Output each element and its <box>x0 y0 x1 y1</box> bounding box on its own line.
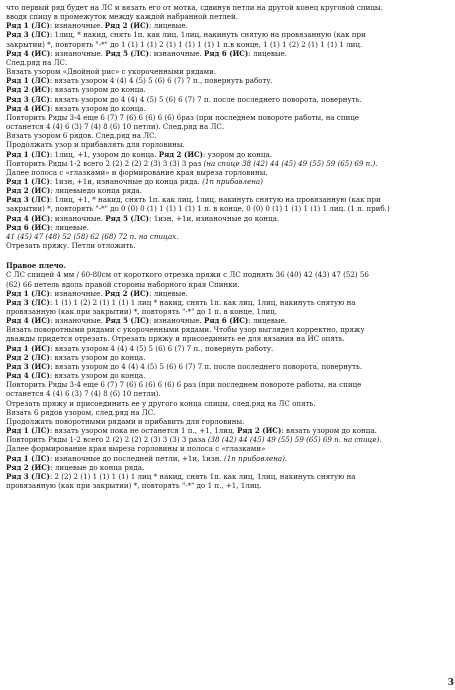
text-segment: : вязать узором до конца. <box>49 352 146 362</box>
row-label: Ряд 3 (ЛС) <box>6 471 50 481</box>
row-label: Ряд 1 (ЛС) <box>6 76 50 86</box>
text-segment: : изнаночные. <box>50 316 106 326</box>
text-segment: закрытии) *, повторять "-*" до 0 (0) 0 (1) 1 (1) 1 (1) 1 п. в конце, 0 (0) 0 (1) 1 (1) 1 (1) 1 лиц. (1 п. приб.) <box>6 204 390 214</box>
text-line <box>6 76 446 85</box>
row-label: Ряд 4 (ИС) <box>6 48 51 58</box>
text-segment: : лицевые. <box>149 21 188 31</box>
text-line <box>6 417 446 426</box>
text-line <box>6 85 446 94</box>
text-line <box>6 195 446 204</box>
text-line <box>6 399 446 408</box>
text-line <box>6 353 446 362</box>
text-line <box>6 159 446 168</box>
text-segment: : вязать узором до конца. <box>50 85 146 95</box>
text-segment: : вязать узором до 4 (4) 4 (5) 5 (6) 6 (7) 7 п. после последнего поворота, повернуть. <box>50 361 363 371</box>
text-segment: Вязать узором 6 рядов. След.ряд на ЛС. <box>6 131 157 141</box>
row-label: Ряд 6 (ИС) <box>204 316 249 326</box>
row-label: Ряд 1 (ИС) <box>6 343 51 353</box>
text-segment: С ЛС спицей 4 мм / 60-80см от короткого отрезка пряжи с ЛС поднять 36 (40) 42 (43) 47 (52) 56 <box>6 270 369 280</box>
text-segment: : вязать узором до конца. <box>49 371 146 381</box>
text-segment: : 1лиц, +1, узором до конца. <box>49 149 159 159</box>
row-label: Ряд 1 (ЛС) <box>6 288 50 298</box>
text-segment: . <box>375 158 378 168</box>
text-segment: вводя спицу в промежуток между каждой набранной петлей. <box>6 12 238 22</box>
text-line <box>6 444 446 453</box>
text-segment: : изнаночные. <box>50 213 106 223</box>
text-line <box>6 481 446 490</box>
text-line <box>6 186 446 195</box>
text-line <box>6 232 446 241</box>
text-segment: Отрезать пряжу и присоединить ее у другого конца спицы, след.ряд на ЛС опять. <box>6 398 316 408</box>
text-segment: . <box>379 435 382 445</box>
text-segment: : вязать узором до 4 (4) 4 (5) 5 (6) 6 (7) 7 п. после последнего поворота, повернуть. <box>49 94 362 104</box>
text-line <box>6 289 446 298</box>
text-line <box>6 214 446 223</box>
text-line <box>6 408 446 417</box>
row-label: Ряд 3 (ЛС) <box>6 195 50 205</box>
text-segment: дважды придется отрезать. Отрезать пряжу и присоединить ее для вязания на ИС опять. <box>6 334 345 344</box>
row-label: Ряд 2 (ИС) <box>6 85 51 95</box>
row-label: Ряд 1 (ЛС) <box>6 149 50 159</box>
text-line <box>6 316 446 325</box>
text-segment: : 2 (2) 2 (1) 1 (1) 1 (1) 1 лиц * накид, снять 1п. как лиц, 1лиц, накинуть снятую на <box>49 471 356 481</box>
text-segment: : изнаночные. <box>49 288 105 298</box>
stitch-count-note: (1п прибавлена). <box>224 453 288 463</box>
text-segment: Далее формирование края выреза горловины и полоса с «глазками» <box>6 444 266 454</box>
row-label: Ряд 2 (ИС) <box>158 149 204 159</box>
text-line <box>6 325 446 334</box>
text-segment: Повторить Ряды 1-2 всего 2 (2) 2 (2) 2 (3) 3 (3) 3 раза <box>6 435 208 445</box>
text-segment: Повторить Ряды 3-4 еще 6 (7) 7 (6) 6 (6) 6 (6) 6раз (при последнем повороте работы, на спице <box>6 112 360 122</box>
row-label: Правое плечо. <box>6 261 66 271</box>
row-label: Ряд 1 (ЛС) <box>6 453 50 463</box>
row-label: Ряд 2 (ИС) <box>6 462 51 472</box>
row-label: Ряд 5 (ЛС) <box>105 48 150 58</box>
text-line <box>6 168 446 177</box>
text-line <box>6 177 446 186</box>
text-segment: : лицевые. <box>248 316 288 326</box>
text-segment: : 1изн, +1и, изнаночные до конца. <box>149 213 280 223</box>
text-line <box>6 113 446 122</box>
row-label: Ряд 3 (ЛС) <box>6 30 50 40</box>
text-segment: : изнаночные. <box>149 48 205 58</box>
text-line <box>6 435 446 444</box>
row-label: Ряд 4 (ИС) <box>6 316 51 326</box>
text-segment: : изнаночные. <box>50 48 106 58</box>
text-segment: : узором до конца. <box>203 149 272 159</box>
text-line <box>6 463 446 472</box>
text-segment: Отрезать пряжу. Петли отложить. <box>6 241 136 251</box>
text-line <box>6 223 446 232</box>
text-segment: провязанную (как при закрытии) *, повторять "-*" до 1 п., +1, 1лиц. <box>6 480 262 490</box>
text-line <box>6 334 446 343</box>
text-segment: : 1 (1) 1 (2) 2 (1) 1 (1) 1 лиц * накид, снять 1п. как лиц, 1лиц, накинуть снятую на <box>49 297 356 307</box>
text-segment: : вязать узором до конца. <box>281 426 377 436</box>
text-line <box>6 95 446 104</box>
text-line <box>6 140 446 149</box>
row-label: Ряд 5 (ЛС) <box>105 316 150 326</box>
row-label: Ряд 2 (ЛС) <box>6 352 50 362</box>
text-segment: Продолжать поворотными рядами и прибавить для горловины. <box>6 416 245 426</box>
text-line <box>6 58 446 67</box>
text-segment: : вязать узором до конца. <box>50 103 146 113</box>
row-label: Ряд 1 (ЛС) <box>6 426 50 436</box>
text-line <box>6 21 446 30</box>
text-line <box>6 362 446 371</box>
text-segment: останется 4 (4) 6 (3) 7 (4) 8 (6) 10 петли). <box>6 389 161 399</box>
text-line <box>6 3 446 12</box>
text-line <box>6 307 446 316</box>
text-line <box>6 40 446 49</box>
text-segment: : 1лиц, * накид, снять 1п. как лиц, 1лиц, накинуть снятую на провязанную (как при <box>49 30 366 40</box>
text-segment: : вязать узором 4 (4) 4 (5) 5 (6) 6 (7) 7 п., повернуть работу. <box>49 76 273 86</box>
text-line <box>6 204 446 213</box>
row-label: Ряд 5 (ЛС) <box>105 213 150 223</box>
text-segment: Вязать поворотными рядами с укороченными рядами. Чтобы узор выглядел корректно, пряжу <box>6 325 365 335</box>
text-line <box>6 344 446 353</box>
stitch-count-note: (на спице 38 (42) 44 (45) 49 (55) 59 (65) 69 п.) <box>203 158 376 168</box>
text-line <box>6 150 446 159</box>
text-line <box>6 104 446 113</box>
text-segment: провязанную (как при закрытии) *, повторять "-*" до 1 п. в конце, 1лиц. <box>6 307 278 316</box>
text-segment: Далее полоса с «глазками» и формирование края выреза горловины. <box>6 167 268 177</box>
text-line <box>6 472 446 481</box>
row-label: Ряд 1 (ЛС) <box>6 176 50 186</box>
text-segment: : лицевые. <box>149 288 188 298</box>
text-line <box>6 380 446 389</box>
text-segment: : лицевые до конца ряда. <box>50 462 145 472</box>
text-line <box>6 261 446 270</box>
text-line <box>6 298 446 307</box>
text-segment: что первый ряд будет на ЛС и вязать его от мотка, сдвинув петли на другой конец круговой спицы. <box>6 3 383 12</box>
stitch-count-note: (38 (42) 44 (45) 49 (55) 59 (65) 69 п. на спице) <box>207 435 380 445</box>
text-segment: : лицевые. <box>248 48 288 58</box>
text-segment: : вязать узором пока не останется 1 п., +1, 1лиц. <box>49 426 238 436</box>
page-number: 3 <box>447 677 454 688</box>
text-line <box>6 67 446 76</box>
text-line <box>6 454 446 463</box>
text-segment: Вязать 6 рядов узором, след.ряд на ЛС. <box>6 407 156 417</box>
row-label: Ряд 3 (ИС) <box>6 361 51 371</box>
blank-line <box>6 250 446 261</box>
row-label: Ряд 4 (ЛС) <box>6 371 50 381</box>
row-label: Ряд 2 (ИС) <box>104 21 150 31</box>
row-label: Ряд 3 (ЛС) <box>6 297 50 307</box>
row-label: Ряд 4 (ИС) <box>6 103 51 113</box>
row-label: Ряд 2 (ИС) <box>237 426 282 436</box>
row-label: Ряд 2 (ИС) <box>6 186 51 196</box>
text-segment: : 1лиц, +1, * накид, снять 1п. как лиц, 1лиц, накинуть снятую на провязанную (как при <box>49 195 381 205</box>
text-segment: : изнаночные. <box>49 21 105 31</box>
text-line <box>6 12 446 21</box>
text-segment: : 1изн, +1и, изнаночные до конца ряда. <box>49 176 203 186</box>
stitch-count-note: 41 (45) 47 (48) 52 (58) 62 (68) 72 п. на спицах. <box>6 231 179 241</box>
text-line <box>6 49 446 58</box>
row-label: Ряд 1 (ЛС) <box>6 21 50 31</box>
text-line <box>6 280 446 289</box>
row-label: Ряд 2 (ИС) <box>104 288 150 298</box>
text-line <box>6 426 446 435</box>
text-segment: закрытии) *, повторять "-*" до 1 (1) 1 (1) 2 (1) 1 (1) 1 (1) 1 п.в конце, 1 (1) 1 (2) 2 (1) 1 (1) 1 лиц. <box>6 39 363 49</box>
row-label: Ряд 4 (ИС) <box>6 213 51 223</box>
row-label: Ряд 6 (ИС) <box>204 48 249 58</box>
text-line <box>6 389 446 398</box>
text-segment: останется 4 (4) 6 (3) 7 (4) 8 (6) 10 петли). След.ряд на ЛС. <box>6 122 225 132</box>
text-line <box>6 371 446 380</box>
stitch-count-note: (1п прибавлена) <box>202 176 263 186</box>
text-segment: : вязать узором 4 (4) 4 (5) 5 (6) 6 (7) 7 п., повернуть работу. <box>50 343 274 353</box>
text-line <box>6 270 446 279</box>
text-segment: : лицевыедо конца ряда. <box>50 186 142 196</box>
text-segment: След.ряд на ЛС. <box>6 57 68 67</box>
text-segment: (62) 66 петель вдоль правой стороны наборного края Спинки. <box>6 279 240 289</box>
text-segment: Повторить Ряды 3-4 еще 6 (7) 7 (6) 6 (6) 6 (6) 6 раз (при последнем повороте работы, на спице <box>6 380 362 390</box>
text-segment: Продолжать узор и прибавлять для горловины. <box>6 140 185 150</box>
row-label: Ряд 6 (ИС) <box>6 222 51 232</box>
text-line <box>6 241 446 250</box>
text-segment: : лицевые. <box>50 222 89 232</box>
text-segment: Вязать узором «Двойной рис» с укороченными рядами. <box>6 67 217 77</box>
text-segment: Повторить Ряды 1-2 всего 2 (2) 2 (2) 2 (3) 3 (3) 3 раз <box>6 158 204 168</box>
text-line <box>6 122 446 131</box>
row-label: Ряд 3 (ЛС) <box>6 94 50 104</box>
text-segment: : изнаночные. <box>149 316 205 326</box>
text-line <box>6 30 446 39</box>
document-body <box>6 3 446 490</box>
text-line <box>6 131 446 140</box>
text-segment: : изнаночные до последней петли, +1и, 1изн. <box>49 453 225 463</box>
